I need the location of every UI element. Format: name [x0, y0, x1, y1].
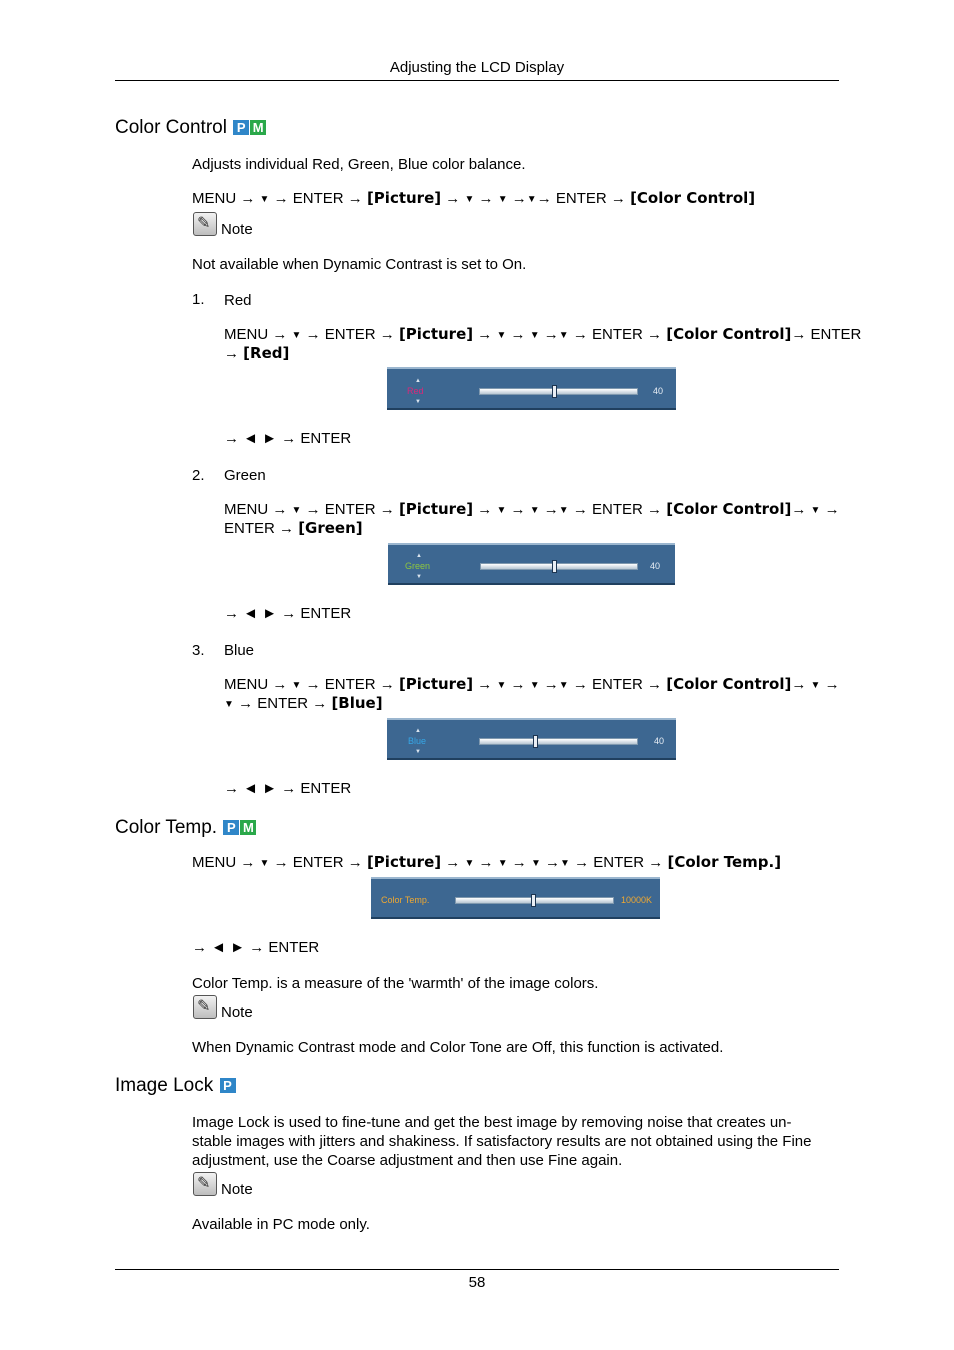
color-temp-path: MENU → ▼ → ENTER → [Picture] → ▼ → ▼ → ▼ →▼ → ENTER → [Color Temp.]: [192, 853, 782, 871]
slider-label: Blue: [408, 736, 427, 746]
list-number: 2.: [192, 467, 205, 484]
slider-label: Green: [405, 561, 431, 571]
up-arrow-icon: ▲: [415, 728, 421, 734]
blue-adjust: → ◄ ► → ENTER: [224, 780, 352, 797]
down-arrow-icon: ▼: [415, 749, 421, 755]
slider-label: Red: [407, 386, 424, 396]
slider-label: Color Temp.: [381, 895, 430, 905]
badge-p-icon: P: [223, 820, 239, 835]
blue-path: MENU → ▼ → ENTER → [Picture] → ▼ → ▼ →▼ → ENTER → [Color Control]→ ▼ →: [224, 675, 840, 693]
blue-path-line2: ▼ → ENTER → [Blue]: [224, 694, 383, 712]
page-header: Adjusting the LCD Display: [389, 59, 565, 76]
section-title-color-control: [115, 117, 266, 139]
down-arrow-icon: ▼: [415, 399, 421, 405]
up-arrow-icon: ▲: [415, 378, 421, 384]
section-title-color-temp: [115, 817, 256, 839]
color-control-description: Adjusts individual Red, Green, Blue color balance.: [192, 156, 526, 173]
slider-knob[interactable]: [531, 894, 536, 907]
slider-value: 40: [654, 736, 665, 746]
list-number: 1.: [192, 291, 205, 308]
slider-value: 40: [650, 561, 661, 571]
badge-p-icon: P: [220, 1078, 236, 1093]
footer-rule: [115, 1269, 839, 1270]
list-item-title: Red: [224, 292, 252, 309]
red-adjust: → ◄ ► → ENTER: [224, 430, 352, 447]
green-slider-osd: [388, 543, 675, 585]
green-adjust: → ◄ ► → ENTER: [224, 605, 352, 622]
badge-m-icon: M: [240, 820, 256, 835]
list-number: 3.: [192, 642, 205, 659]
slider-track[interactable]: [480, 563, 638, 570]
red-slider-osd: [387, 367, 676, 410]
blue-slider-osd: [387, 718, 676, 760]
color-temp-description: Color Temp. is a measure of the 'warmth' of the image colors.: [192, 975, 599, 992]
badge-p-icon: P: [233, 120, 249, 135]
color-control-path: MENU → ▼ → ENTER → [Picture] → ▼ → ▼ →▼→ ENTER → [Color Control]: [192, 189, 756, 207]
slider-knob[interactable]: [552, 560, 557, 573]
image-lock-description-line1: Image Lock is used to fine-tune and get the best image by removing noise that creates un-: [192, 1114, 792, 1131]
note-icon: ✎: [193, 995, 217, 1019]
note-text: When Dynamic Contrast mode and Color Tone are Off, this function is activated.: [192, 1039, 724, 1056]
note-label: Note: [221, 221, 253, 238]
green-path-line2: ENTER → [Green]: [224, 519, 363, 537]
badge-m-icon: M: [250, 120, 266, 135]
section-title-image-lock: [115, 1075, 236, 1097]
red-path-line2: → [Red]: [224, 344, 290, 362]
green-path: MENU → ▼ → ENTER → [Picture] → ▼ → ▼ →▼ → ENTER → [Color Control]→ ▼ →: [224, 500, 840, 518]
image-lock-description-line3: adjustment, use the Coarse adjustment and then use Fine again.: [192, 1152, 623, 1169]
list-item-title: Green: [224, 467, 266, 484]
slider-value: 40: [653, 386, 664, 396]
header-rule: [115, 80, 839, 81]
note-text: Available in PC mode only.: [192, 1216, 370, 1233]
slider-knob[interactable]: [533, 735, 538, 748]
image-lock-description-line2: stable images with jitters and shakiness. If satisfactory results are not obtained using the Fine: [192, 1133, 812, 1150]
list-item-title: Blue: [224, 642, 255, 659]
red-path: MENU → ▼ → ENTER → [Picture] → ▼ → ▼ →▼ → ENTER → [Color Control]→ ENTER: [224, 325, 862, 343]
note-label: Note: [221, 1181, 253, 1198]
note-label: Note: [221, 1004, 253, 1021]
slider-track[interactable]: [479, 738, 638, 745]
slider-value: 10000K: [621, 895, 653, 905]
section-title-text: Image Lock: [115, 1075, 214, 1096]
note-text: Not available when Dynamic Contrast is set to On.: [192, 256, 527, 273]
note-icon: ✎: [193, 1172, 217, 1196]
section-title-text: Color Temp.: [115, 817, 218, 838]
section-title-text: Color Control: [115, 117, 227, 138]
note-icon: ✎: [193, 212, 217, 236]
up-arrow-icon: ▲: [416, 553, 422, 559]
slider-knob[interactable]: [552, 385, 557, 398]
color-temp-adjust: → ◄ ► → ENTER: [192, 939, 320, 956]
down-arrow-icon: ▼: [416, 574, 422, 580]
slider-track[interactable]: [479, 388, 638, 395]
color-temp-slider-osd: [371, 877, 660, 919]
page-number: 58: [468, 1274, 486, 1291]
